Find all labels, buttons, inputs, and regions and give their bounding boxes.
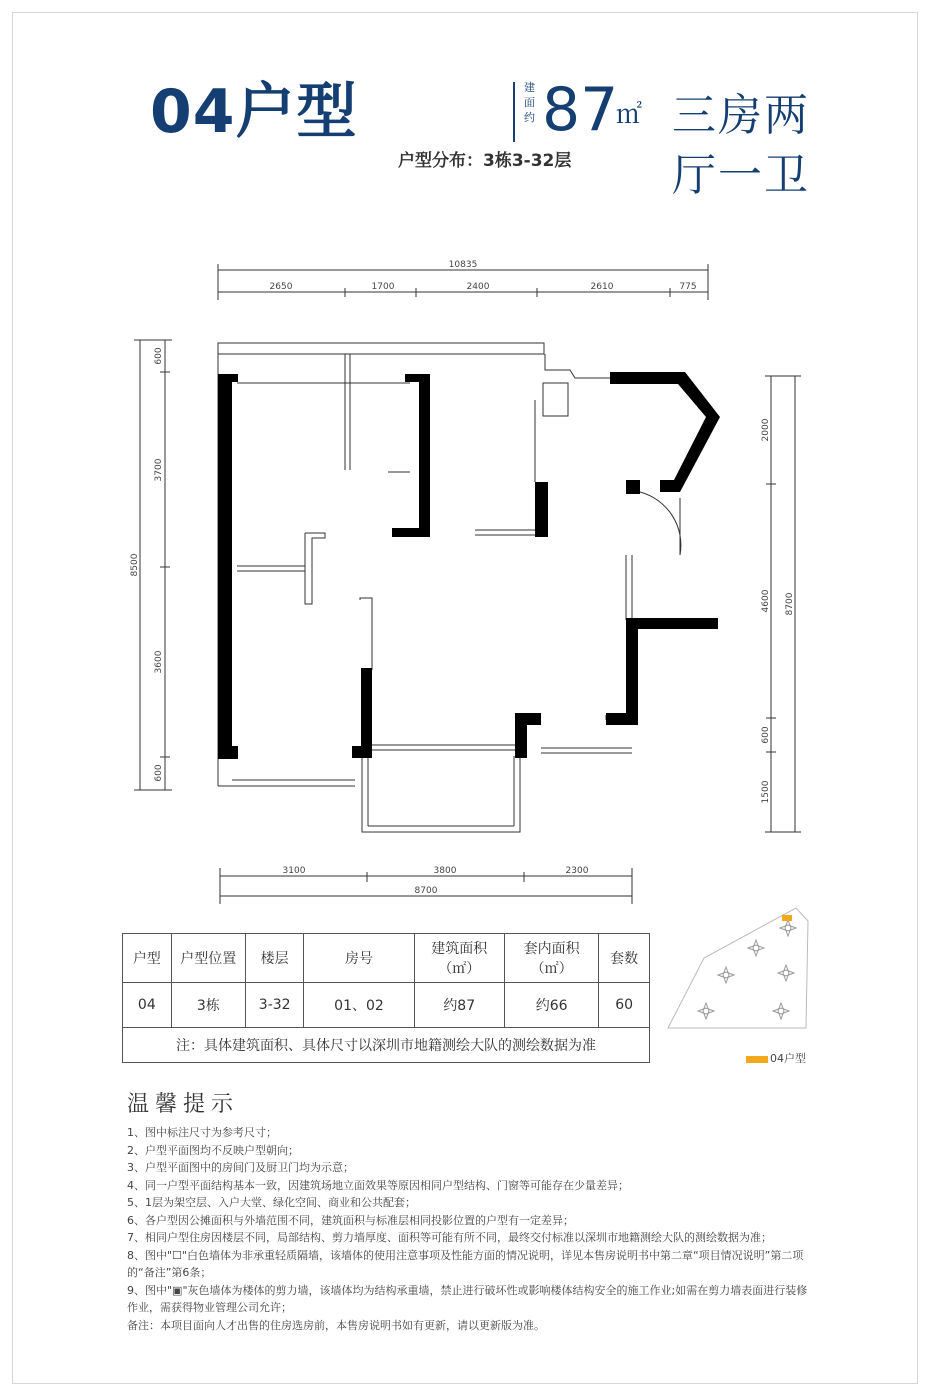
header-cell: 套数 (599, 934, 650, 983)
tip-item: 8、图中"☐"白色墙体为非承重轻质隔墙，该墙体的使用注意事项及性能方面的情况说明，详见本售房说明书中第二章“项目情况说明”第二项的“备注”第6条； (127, 1248, 804, 1279)
area-prefix: 建面约 (524, 81, 535, 124)
dim-top-2: 1700 (371, 282, 395, 292)
table-header-row (123, 934, 650, 983)
dimension-lines (134, 264, 801, 904)
dim-top-5: 775 (679, 282, 697, 292)
dim-bottom-3: 2300 (565, 866, 589, 876)
dim-right-3: 600 (761, 726, 771, 744)
header-cell: 楼层 (245, 934, 304, 983)
tip-item: 5、1层为架空层、入户大堂、绿化空间、商业和公共配套； (127, 1196, 416, 1209)
dim-top-1: 2650 (269, 282, 293, 292)
tip-item: 2、户型平面图均不反映户型朝向； (127, 1143, 299, 1157)
dim-left-3: 3600 (154, 650, 164, 674)
tip-item: 3、户型平面图中的房间门及厨卫门均为示意； (127, 1161, 354, 1174)
dim-right-total: 8700 (785, 592, 795, 616)
header-cell: 套内面积 （㎡） (504, 934, 598, 983)
tips-list (127, 1124, 817, 1334)
room-type: 三房两厅一卫 (672, 90, 810, 201)
unit-distribution: 户型分布：3栋3-32层 (398, 151, 572, 171)
dim-left-1: 600 (154, 347, 164, 365)
legend-label: 04户型 (770, 1052, 806, 1065)
building-key-map (666, 903, 826, 1048)
dim-top-4: 2610 (590, 282, 614, 292)
tip-item: 1、图中标注尺寸为参考尺寸； (127, 1126, 277, 1139)
dim-bottom-total: 8700 (414, 886, 438, 896)
area-unit: ㎡ (616, 100, 643, 130)
table-note: 注：具体建筑面积、具体尺寸以深圳市地籍测绘大队的测绘数据为准 (123, 1028, 650, 1063)
table-cell: 3-32 (245, 983, 304, 1028)
dim-bottom-2: 3800 (433, 866, 457, 876)
dim-left-2: 3700 (154, 458, 164, 482)
table-cell: 约66 (504, 983, 598, 1028)
tip-item: 备注：本项目面向人才出售的住房选房前，本售房说明书如有更新，请以更新版为准。 (127, 1318, 545, 1332)
dim-left-total: 8500 (130, 553, 140, 577)
table-cell: 04 (123, 983, 172, 1028)
table-cell: 约87 (414, 983, 504, 1028)
header-cell: 建筑面积 （㎡） (414, 934, 504, 983)
dim-top-3: 2400 (466, 282, 490, 292)
legend (746, 1050, 806, 1066)
dim-right-1: 2000 (761, 418, 771, 442)
tip-item: 9、图中"▣"灰色墙体为楼体的剪力墙，该墙体均为结构承重墙，禁止进行破坏性或影响楼体结构安全的施工作业;如需在剪力墙表面进行装修作业，需获得物业管理公司允许； (127, 1283, 808, 1314)
tip-item: 4、同一户型平面结构基本一致，因建筑场地立面效果等原因相同户型结构、门窗等可能存在少量差异； (127, 1178, 629, 1192)
legend-swatch (746, 1056, 768, 1063)
partition-walls (218, 343, 681, 832)
table-note-row (123, 1028, 650, 1063)
unit-type-title: 04户型 (150, 77, 358, 147)
dim-right-4: 1500 (761, 780, 771, 804)
tip-item: 7、相同户型住房因楼层不同，局部结构、剪力墙厚度、面积等可能有所不同，最终交付标准以深圳市地籍测绘大队的测绘数据为准； (127, 1231, 772, 1244)
table-row (123, 983, 650, 1028)
header-cell: 房号 (304, 934, 414, 983)
header-cell: 户型 (123, 934, 172, 983)
dim-right-2: 4600 (761, 589, 771, 613)
dim-top-total: 10835 (448, 260, 478, 270)
area-value: 87 (542, 75, 619, 145)
dim-left-4: 600 (154, 764, 164, 782)
tips-title: 温馨提示 (127, 1092, 240, 1117)
unit-info-table (122, 933, 650, 1063)
dim-bottom-1: 3100 (282, 866, 306, 876)
table-cell: 3栋 (171, 983, 245, 1028)
table-cell: 01、02 (304, 983, 414, 1028)
header-cell: 户型位置 (171, 934, 245, 983)
table-cell: 60 (599, 983, 650, 1028)
tip-item: 6、各户型因公摊面积与外墙范围不同，建筑面积与标准层相同投影位置的户型有一定差异； (127, 1213, 574, 1227)
